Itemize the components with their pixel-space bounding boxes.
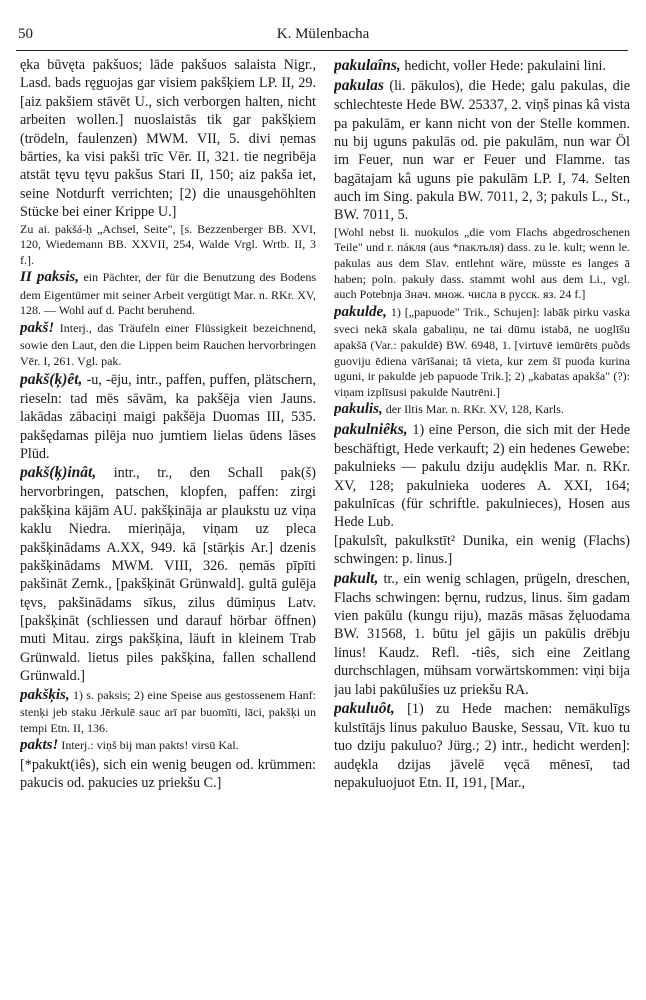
entry-text: Interj.: viņš bij man pakts! virsū Kal.: [61, 738, 239, 753]
dictionary-entry: [334, 420, 630, 532]
entry-headword: pakulniêks,: [334, 420, 408, 438]
entry-headword: pakš!: [20, 319, 55, 336]
entry-text: Zu ai. pakšá-ḥ „Achsel, Seite", [s. Bezzenberger BB. XVI, 120, Wiedemann BB. XXVII, 254, Walde Vrgl. Wrtb. II, 3 f.].: [20, 221, 316, 267]
dictionary-entry: [20, 56, 316, 222]
entry-headword: pakšķis,: [20, 686, 70, 703]
entry-text: (li. pākulos), die Hede; galu pakulas, die schlechteste Hede BW. 25337, 2. viņš pinas kâ vista pa pakulām, er kann nicht von der Stelle kommen. nu bij uguns pakulās od. pie pakulām, nun war Öl im Feuer, nun war er Feuer und Flamme. tas bagātajam kâ uguns pie pakulām LP. I, 74. Selten auch im Sing. pakula BW. 7011, 2, 3; pakuls L., St., BW. 7011, 5.: [334, 78, 630, 224]
dictionary-entry: [20, 463, 316, 685]
entry-headword: pakulis,: [334, 401, 383, 418]
dictionary-entry: [20, 268, 316, 319]
dictionary-entry: [20, 686, 316, 737]
dictionary-entry: [334, 56, 630, 76]
right-column: [334, 56, 630, 992]
entry-text: 1) s. paksis; 2) eine Speise aus gestossenem Hanf: stenķi jeb staku Jērkulē sauc arī par buomīti, lāci, pakšķi un tempi Etn. II, 136.: [20, 687, 316, 735]
entry-text: intr., tr., den Schall pak(š) hervorbringen, patschen, klopfen, paffen: zirgi pakšķina kājām AU. pakšķināja ar plaukstu uz viņa kaklu Niedra. mieriņāja, viņam uz pleca pakšķinādams A.XX, 949. kā [stārķis Ar.] dzenis pakšķinādams MWM. VIII, 326. ņemās pīpīti pakšināt Zemk., [pakšķināt Grünwald]. gultā gulēja tęvs, pakšinādams sīkus, zilus dūmiņus Latv. [pakšķināt (schliessen und darauf hörbar öffnen) muti Mitau. zirgs pakšķina, läuft in kleinem Trab Grünwald. lietus piles pakšķina, fallen schallend Grünwald.]: [20, 465, 316, 685]
entry-headword: II paksis,: [20, 269, 79, 286]
dictionary-entry: [20, 319, 316, 370]
entry-headword: pakult,: [334, 569, 379, 587]
entry-text: Interj., das Träufeln einer Flüssigkeit bezeichnend, sowie den Laut, den die Lippen beim Rauchen hervorbringen Vēr. I, 261. Vgl. pak.: [20, 320, 316, 369]
entry-text: ein Pächter, der für die Benutzung des Bodens dem Eigentümer mit seiner Arbeit vergütigt Mar. n. RKr. XV, 128. — Wohl auf d. Pacht beruhend.: [20, 270, 316, 318]
entry-text: [Wohl nebst li. nuokulos „die vom Flachs abgedroschenen Teile" und r. пáкля (aus *паклъля) dass. zu le. kult; wenn le. pakulas aus dem Slav. entlehnt wäre, müsste es langes ā haben; poln. pakuły dass. stammt wohl aus dem Li., vgl. auch Potebnja Знач. множ. числа в русск. яз. 24 f.]: [334, 224, 630, 302]
page-number: 50: [18, 26, 33, 42]
dictionary-entry: [334, 303, 630, 400]
dictionary-entry: [334, 225, 630, 303]
entry-headword: pakulas: [334, 77, 384, 95]
dictionary-entry: [334, 532, 630, 569]
dictionary-entry: [334, 76, 630, 225]
entry-headword: pakš(ķ)êt,: [20, 370, 83, 388]
entry-headword: pakuluôt,: [334, 700, 395, 717]
entry-text: ęka būvęta pakšuos; lāde pakšuos salaista Nigr., Lasd. bads ręguojas gar visiem pakšķiem LP. II, 29. [aiz pakšiem stāvēt U., sich verborgen halten, nicht arbeiten wollen.] nuoslaistās tik gar pakšķiem (trödeln, faulenzen) MWM. VII, 5. divi ņemas bārties, ka visi pakši trīc Vēr. II, 321. tie negribēja atstāt tęvu tęvu pakšus Stari II, 150; aiz pakša iet, seine Notdurft verrichten; [2) die unausgehöhlten Stücke bei einer Krippe U.]: [20, 57, 316, 221]
dictionary-entry: [334, 569, 630, 699]
entry-text: -u, -ēju, intr., paffen, puffen, plätschern, rieseln: tad mēs sāvām, ka pakšēja vien Jauns. lakādas zābaciņi maigi pakšēja Duomas III, 535. pakšędamas pilēja nuo jumtiem lielas ūdens lāses Plūd.: [20, 371, 316, 462]
header-rule: [16, 50, 628, 51]
entry-text: [pakulsît, pakulkstīt² Dunika, ein wenig (Flachs) schwingen: p. linus.]: [334, 532, 630, 568]
entry-headword: pakulaîns,: [334, 57, 401, 74]
dictionary-entry: [334, 699, 630, 793]
page-header: [16, 26, 630, 50]
dictionary-entry: [20, 222, 316, 269]
entry-text: [1) zu Hede machen: nemākulīgs kulstītājs linus pakuluo Bauske, Sessau, Vīt. kuo tu tuo dziju pakuluo? Jürg.; 2) intr., hedicht werden]: audękla dzijas jāvelē vęcā mēnesī, tad nepakuluojuot Etn. II, 191, [Mar.,: [334, 701, 630, 792]
dictionary-entry: [20, 736, 316, 756]
dictionary-entry: [20, 370, 316, 464]
entry-headword: pakulde,: [334, 303, 387, 320]
entry-text: tr., ein wenig schlagen, prügeln, dreschen, Flachs schwingen: bęrnu, rudzus, linus. šim gadam vien pakūlu (kungu riju), mazās māsas žęluodama BW. 31568, 1. būtu jel gājis un pakūlis drēbju linus! Kaudz. Refl. -tiês, sich eine Zeitlang durchschlagen, mühsam vorwärtskommen: viņi bija jau labi pakūlušies uz priekšu RA.: [334, 570, 630, 698]
entry-text: hedicht, voller Hede: pakulaini lini.: [404, 58, 607, 74]
entry-text: 1) [„papuode" Trik., Schujen]: labāk pirku vaska sveci nekā skala gabaliņu, ne tai dūmu istabā, ne uoglīšu apakšā (Var.: pakuldē) BW. 6948, 1. [virtuvē iemūrēts puõds guoviju ēdiena vārīšanai; tā vieta, kur zem šī puoda kurina uguni, ir pakulde jeb papuode Trik.]; 2) „kabatas apakša" (?): viņam izplīsusi pakulde Nautrēni.]: [334, 304, 630, 399]
dictionary-entry: [20, 756, 316, 793]
entry-text: 1) eine Person, die sich mit der Hede beschäftigt, Hede verkauft; 2) ein hedenes Gewebe: pakulnieks — pakulu dziju audęklis Mar. n. RKr. XV, 128; pakulnieka uoderes A. XXI, 164; pakulnīcas (für schriftle. pakulnieces), Hosen aus Hede Lub.: [334, 421, 630, 531]
entry-text: [*pakukt(iês), sich ein wenig beugen od. krümmen: pakucis od. pakucies uz priekšu C.]: [20, 756, 316, 792]
left-column: [20, 56, 316, 992]
running-title: K. Mülenbacha: [276, 26, 370, 42]
entry-text: der Iltis Mar. n. RKr. XV, 128, Karls.: [385, 402, 564, 417]
dictionary-entry: [334, 400, 630, 420]
entry-headword: pakts!: [20, 737, 59, 754]
entry-headword: pakš(ķ)inât,: [20, 464, 97, 482]
